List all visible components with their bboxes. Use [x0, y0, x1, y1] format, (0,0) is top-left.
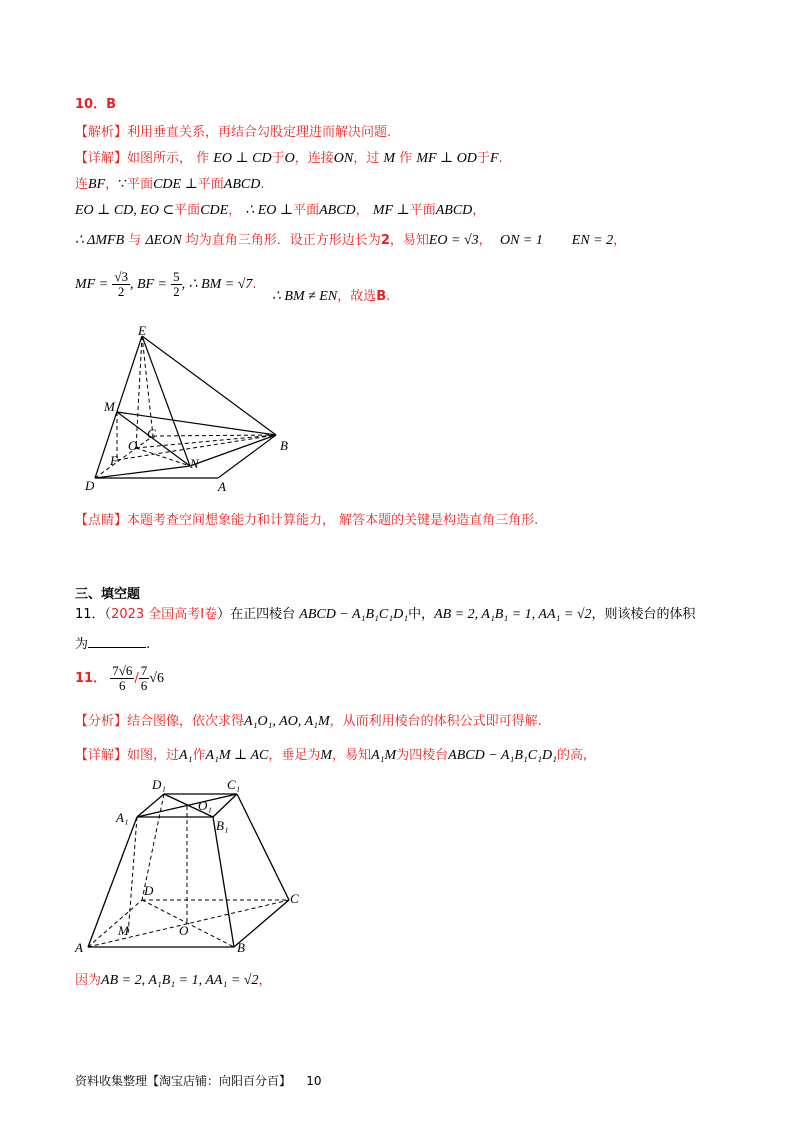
- label-O: O: [179, 923, 189, 938]
- label-D: D: [85, 478, 95, 493]
- label-D1: D₁: [152, 777, 166, 792]
- fraction-7sqrt6-over-6: $\frac{7√6}{6}$: [112, 663, 133, 693]
- q10-analysis: 【解析】利用垂直关系，再结合勾股定理进而解决问题.: [75, 125, 392, 140]
- q11-frustum-figure: [72, 775, 312, 955]
- label-C: C: [290, 891, 299, 906]
- fraction-7-over-6: $\frac{7}{6}$: [140, 663, 148, 693]
- label-D: D: [144, 883, 154, 898]
- label-A: A: [218, 479, 226, 494]
- q10-comment: 【点睛】本题考查空间想象能力和计算能力， 解答本题的关键是构造直角三角形.: [75, 513, 539, 528]
- q11-question-line1: 11．（2023 全国高考Ⅰ卷）在正四棱台 ABCD − A₁B₁C₁D₁中，AB = 2, A₁B₁ = 1, AA₁ = √2，则该棱台的体积: [75, 607, 696, 622]
- page-number: 10: [306, 1074, 322, 1088]
- label-A: A: [75, 940, 83, 955]
- q10-pyramid-figure: [80, 326, 310, 496]
- label-N: N: [190, 456, 199, 471]
- q11-question-line2: 为 .: [75, 637, 151, 652]
- label-B: B: [280, 438, 288, 453]
- label-M: M: [118, 923, 129, 938]
- section3-title: 三、填空题: [75, 587, 141, 602]
- q10-detail-line3: EO ⊥ CD, EO ⊂平面CDE， ∴ EO ⊥平面ABCD， MF ⊥平面ABCD，: [75, 203, 486, 218]
- fraction-sqrt3-over-2: $\frac{√3}{2}$: [114, 269, 128, 299]
- q11-analysis: 【分析】结合图像，依次求得A₁O₁, AO, A₁M，从而利用棱台的体积公式即可得解.: [75, 714, 542, 729]
- label-A1: A₁: [116, 810, 129, 825]
- q11-answer: 11． $\frac{7√6}{6}$ / $\frac{7}{6}$ √6: [75, 663, 164, 693]
- label-E: E: [138, 326, 146, 338]
- q10-heading: 10．B: [75, 97, 116, 112]
- q10-detail-line5b: ∴ BM ≠ EN，故选B.: [272, 289, 391, 304]
- label-B1: B₁: [216, 818, 229, 833]
- q10-detail-line5: MF = $\frac{√3}{2}$ , BF = $\frac{5}{2}$ , ∴ BM = √7.: [75, 269, 257, 299]
- page-footer: [75, 1072, 322, 1090]
- label-B: B: [237, 940, 245, 955]
- label-C: C: [147, 426, 156, 441]
- q11-detail: 【详解】如图，过A₁作A₁M ⊥ AC，垂足为M，易知A₁M为四棱台ABCD − A₁B₁C₁D₁的高,: [75, 748, 588, 763]
- q11-because: 因为AB = 2, A₁B₁ = 1, AA₁ = √2，: [75, 973, 272, 988]
- q10-detail-line2: 连BF，∵平面CDE ⊥平面ABCD.: [75, 177, 265, 192]
- q10-detail-line4: ∴ ΔMFB 与 ΔEON 均为直角三角形．设正方形边长为2，易知EO = √3， ON = 1 EN = 2，: [75, 233, 627, 248]
- label-C1: C₁: [227, 777, 241, 792]
- label-O1: O₁: [198, 798, 212, 813]
- q10-detail-line1: 【详解】如图所示， 作 EO ⊥ CD于O，连接ON，过 M 作 MF ⊥ OD于F.: [75, 151, 503, 166]
- fraction-5-over-2: $\frac{5}{2}$: [173, 269, 180, 299]
- label-O: O: [128, 438, 138, 453]
- label-F: F: [110, 453, 118, 468]
- footer-text: 资料收集整理【淘宝店铺：向阳百分百】: [75, 1074, 292, 1088]
- answer-blank: [88, 635, 146, 648]
- label-M: M: [104, 399, 115, 414]
